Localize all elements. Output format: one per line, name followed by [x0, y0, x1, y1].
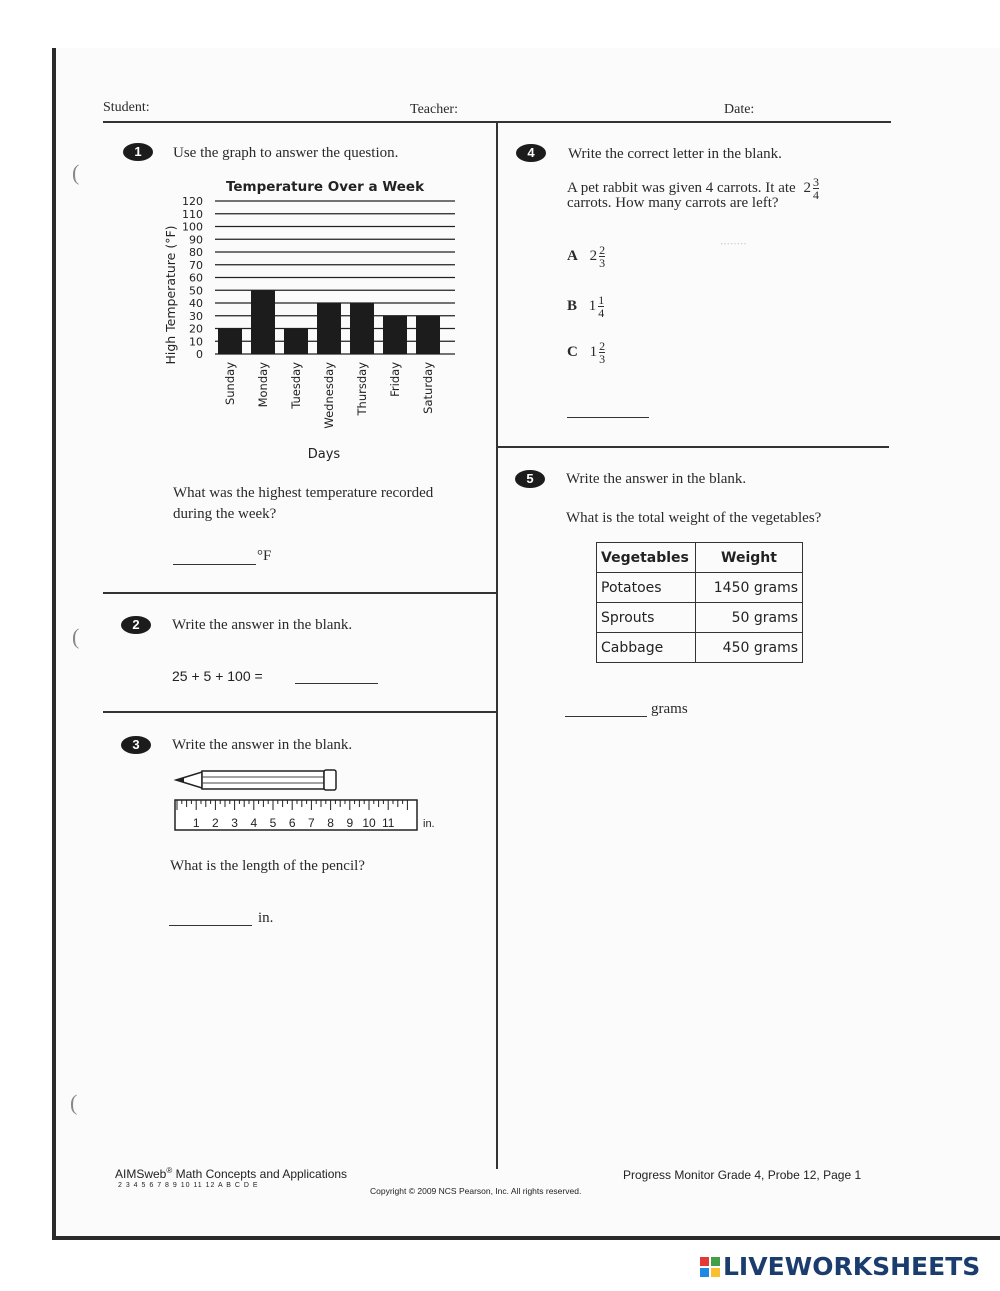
q4-answer-blank[interactable] [567, 417, 649, 418]
q3-unit: in. [258, 910, 274, 926]
chart-x-tick-label: Sunday [223, 362, 237, 406]
liveworksheets-logo-icon [700, 1257, 720, 1277]
ruler [172, 796, 422, 836]
table-row [597, 573, 803, 603]
table-header-row [597, 543, 803, 573]
bleed-through-text: ∙∙∙∙∙∙∙∙ [720, 236, 747, 250]
footer-brand-name: AIMSweb [115, 1167, 167, 1181]
q3-question: What is the length of the pencil? [170, 858, 365, 874]
ruler-number: 11 [381, 816, 395, 830]
temperature-bar-chart [155, 172, 465, 467]
ruler-number: 10 [362, 816, 376, 830]
question-number-3: 3 [121, 736, 151, 754]
footer-codes: 2 3 4 5 6 7 8 9 10 11 12 A B C D E [118, 1182, 259, 1189]
q1-question-line2: during the week? [173, 506, 277, 522]
chart-bar [218, 329, 242, 355]
footer-copyright: Copyright © 2009 NCS Pearson, Inc. All rights reserved. [370, 1186, 582, 1196]
ruler-number: 9 [346, 816, 354, 830]
q1-unit: °F [257, 548, 272, 564]
footer-brand [115, 1166, 347, 1181]
q1-answer-blank[interactable] [173, 564, 256, 565]
q4-option-c-whole: 1 [589, 343, 598, 360]
chart-bar [416, 316, 440, 354]
chart-x-tick-label: Friday [388, 362, 402, 397]
chart-y-tick-label: 90 [189, 233, 203, 247]
chart-bar [383, 316, 407, 354]
liveworksheets-text: LIVEWORKSHEETS [723, 1252, 981, 1281]
q4-option-b-den: 4 [598, 306, 605, 320]
ruler-number: 2 [212, 816, 219, 830]
q5-question: What is the total weight of the vegetables? [566, 510, 822, 526]
ruler-number: 6 [288, 816, 296, 830]
chart-x-tick-label: Wednesday [322, 362, 336, 429]
table-cell-weight: 50 grams [696, 603, 803, 633]
date-label: Date: [724, 102, 755, 117]
table-cell-vegetable: Sprouts [597, 603, 696, 633]
table-cell-vegetable: Potatoes [597, 573, 696, 603]
q4-option-a[interactable] [567, 244, 605, 269]
q2-instruction: Write the answer in the blank. [172, 617, 353, 633]
column-divider [496, 121, 498, 1169]
chart-y-tick-label: 70 [189, 258, 203, 272]
footer-brand-rest: Math Concepts and Applications [172, 1167, 348, 1181]
student-label: Student: [103, 100, 150, 115]
teacher-label: Teacher: [410, 102, 458, 117]
chart-y-tick-label: 120 [182, 195, 203, 208]
question-number-5: 5 [515, 470, 545, 488]
table-cell-vegetable: Cabbage [597, 633, 696, 663]
q4-option-c-letter: C [567, 343, 578, 360]
ruler-number: 7 [308, 816, 315, 830]
table-cell-weight: 450 grams [696, 633, 803, 663]
q5-answer-blank[interactable] [565, 716, 647, 717]
q4-option-c-den: 3 [599, 352, 606, 366]
chart-y-tick-label: 0 [196, 348, 203, 361]
footer-progress: Progress Monitor Grade 4, Probe 12, Page 1 [623, 1168, 862, 1182]
ruler-number: 3 [231, 816, 238, 830]
punch-mark: ( [72, 624, 80, 649]
page-bottom-edge [52, 1236, 1000, 1240]
chart-y-axis-label: High Temperature (°F) [163, 225, 178, 365]
chart-y-tick-label: 50 [189, 284, 203, 298]
chart-y-tick-label: 40 [189, 297, 203, 310]
q4-option-a-whole: 2 [589, 247, 598, 264]
q2-equation: 25 + 5 + 100 = [172, 668, 263, 684]
table-row [597, 633, 803, 663]
q4-option-c[interactable] [567, 340, 605, 365]
pencil-image [172, 765, 342, 795]
chart-y-tick-label: 10 [189, 335, 203, 349]
q4-problem-line2: carrots. How many carrots are left? [567, 195, 779, 211]
ruler-number: 8 [327, 816, 334, 830]
footer-registered-mark: ® [166, 1166, 173, 1175]
question-number-2: 2 [121, 616, 151, 634]
chart-y-tick-label: 100 [182, 220, 203, 234]
table-header-vegetables: Vegetables [597, 543, 696, 573]
chart-bar [317, 303, 341, 354]
table-header-weight: Weight [696, 543, 803, 573]
chart-x-tick-label: Tuesday [289, 362, 303, 409]
q4-option-c-num: 2 [599, 339, 606, 353]
q5-unit: grams [651, 701, 688, 717]
table-row [597, 603, 803, 633]
q4-eaten-num: 3 [812, 175, 819, 189]
q4-option-a-den: 3 [599, 256, 606, 270]
liveworksheets-watermark [700, 1252, 980, 1281]
punch-mark: ( [72, 160, 80, 185]
chart-title: Temperature Over a Week [225, 179, 425, 195]
q3-answer-blank[interactable] [169, 925, 252, 926]
chart-y-tick-label: 110 [182, 207, 203, 221]
section-divider [496, 446, 889, 448]
chart-x-tick-label: Monday [256, 362, 270, 408]
chart-bar [350, 303, 374, 354]
chart-y-tick-label: 80 [189, 246, 203, 259]
chart-x-tick-label: Thursday [355, 362, 369, 416]
ruler-number: 1 [192, 816, 200, 830]
vegetables-table [596, 542, 803, 663]
q1-question-line1: What was the highest temperature recorded [173, 485, 434, 501]
punch-mark: ( [70, 1090, 78, 1115]
chart-bar [284, 329, 308, 355]
ruler-unit: in. [423, 818, 435, 830]
chart-x-axis-label: Days [307, 447, 341, 462]
page-left-edge [52, 48, 56, 1240]
table-cell-weight: 1450 grams [696, 573, 803, 603]
chart-bar [251, 290, 275, 354]
q4-instruction: Write the correct letter in the blank. [568, 146, 782, 162]
q2-answer-blank[interactable] [295, 683, 378, 684]
q4-problem-text: A pet rabbit was given 4 carrots. It ate [567, 179, 796, 196]
ruler-number: 5 [269, 816, 277, 830]
ruler-number: 4 [250, 816, 258, 830]
chart-x-tick-label: Saturday [421, 362, 435, 414]
chart-y-tick-label: 20 [189, 322, 203, 336]
chart-y-tick-label: 60 [189, 271, 203, 285]
q4-option-b-num: 1 [598, 293, 605, 307]
q4-eaten-den: 4 [812, 188, 819, 202]
q4-option-b[interactable] [567, 294, 604, 319]
question-number-4: 4 [516, 144, 546, 162]
q3-instruction: Write the answer in the blank. [172, 737, 353, 753]
q4-option-a-num: 2 [599, 243, 606, 257]
section-divider [103, 711, 496, 713]
q4-option-b-whole: 1 [588, 297, 597, 314]
q5-instruction: Write the answer in the blank. [566, 471, 747, 487]
section-divider [103, 592, 496, 594]
chart-y-tick-label: 30 [189, 309, 203, 323]
q4-option-a-letter: A [567, 247, 578, 264]
q4-eaten-whole: 2 [803, 179, 811, 196]
q1-instruction: Use the graph to answer the question. [173, 145, 399, 161]
question-number-1: 1 [123, 143, 153, 161]
q4-option-b-letter: B [567, 297, 578, 314]
